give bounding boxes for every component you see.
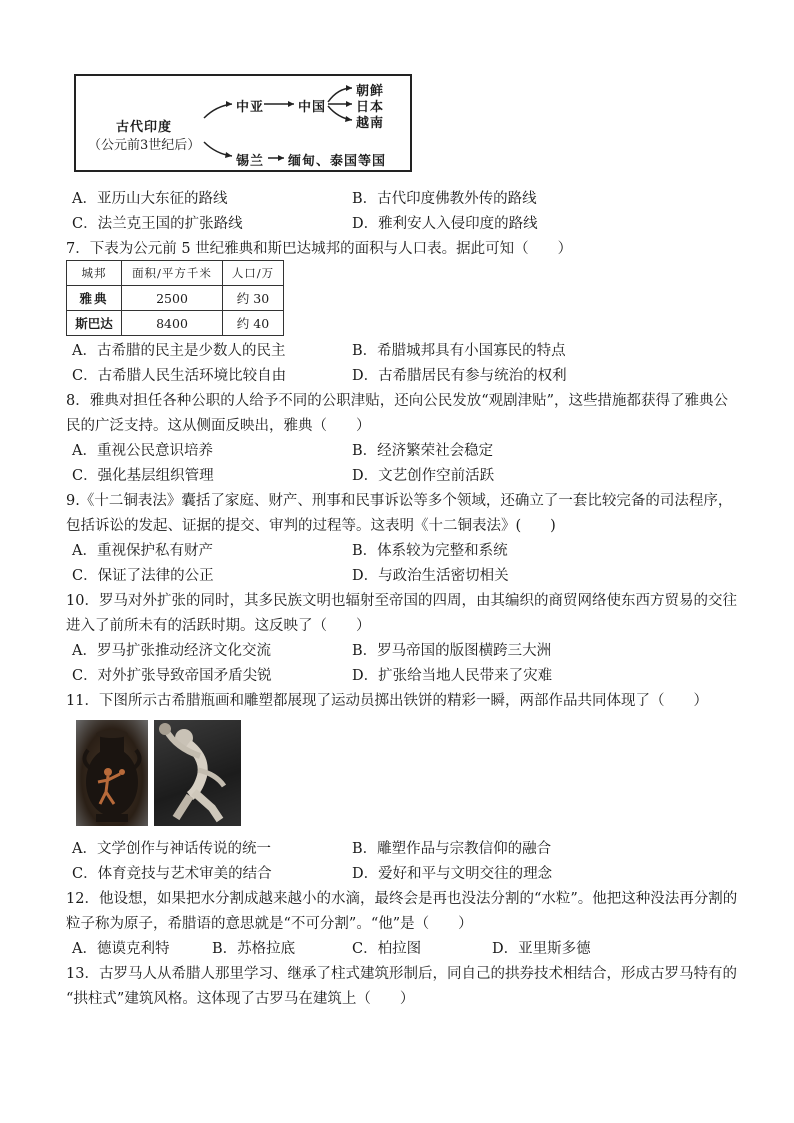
q9-stem-line1: 9.《十二铜表法》囊括了家庭、财产、刑事和民事诉讼等多个领域，还确立了一套比较完备的司法程序， [66, 493, 733, 509]
diagram-node-korea: 朝鲜 [356, 84, 385, 99]
diagram-node-vietnam: 越南 [356, 116, 385, 131]
diagram-node-central-asia: 中亚 [236, 100, 265, 115]
q6-option-d: D．雅利安人入侵印度的路线 [352, 216, 538, 232]
greek-vase-painting-image [76, 720, 148, 826]
q10-option-b: B．罗马帝国的版图横跨三大洲 [352, 643, 552, 659]
q12-stem-line2: 粒子称为原子，希腊语的意思就是“不可分割”。“他”是（ ） [66, 916, 473, 932]
table-cell: 2500 [122, 286, 223, 311]
table-cell: 8400 [122, 311, 223, 336]
q7-option-c: C．古希腊人民生活环境比较自由 [72, 368, 287, 384]
q10-stem-line2: 进入了前所未有的活跃时期。这反映了（ ） [66, 618, 371, 634]
q11-option-b: B．雕塑作品与宗教信仰的融合 [352, 841, 552, 857]
q11-stem: 11．下图所示古希腊瓶画和雕塑都展现了运动员掷出铁饼的精彩一瞬，两部作品共同体现了（ ） [66, 693, 708, 709]
diagram-origin: 古代印度 [116, 120, 173, 135]
table-header: 面积/平方千米 [122, 261, 223, 286]
q8-option-c: C．强化基层组织管理 [72, 468, 214, 484]
q9-option-a: A．重视保护私有财产 [72, 543, 213, 559]
q9-option-c: C．保证了法律的公正 [72, 568, 214, 584]
q11-option-d: D．爱好和平与文明交往的理念 [352, 866, 553, 882]
table-row [67, 286, 284, 311]
q7-option-b: B．希腊城邦具有小国寡民的特点 [352, 343, 566, 359]
q9-option-b: B．体系较为完整和系统 [352, 543, 508, 559]
q8-stem-line1: 8．雅典对担任各种公职的人给予不同的公职津贴，还向公民发放“观剧津贴”，这些措施都获得了雅典公 [66, 393, 729, 409]
q12-option-d: D．亚里斯多德 [492, 941, 591, 957]
q6-option-a: A．亚历山大东征的路线 [72, 191, 228, 207]
q6-option-b: B．古代印度佛教外传的路线 [352, 191, 537, 207]
table-cell: 斯巴达 [67, 311, 122, 336]
q12-stem-line1: 12．他设想，如果把水分割成越来越小的水滴，最终会是再也没法分割的“水粒”。他把这种没法再分割的 [66, 891, 738, 907]
q10-option-c: C．对外扩张导致帝国矛盾尖锐 [72, 668, 272, 684]
diagram-node-china: 中国 [298, 100, 327, 115]
table-row [67, 311, 284, 336]
q12-option-a: A．德谟克利特 [72, 941, 170, 957]
q8-option-d: D．文艺创作空前活跃 [352, 468, 495, 484]
q10-option-d: D．扩张给当地人民带来了灾难 [352, 668, 553, 684]
q13-stem-line2: “拱柱式”建筑风格。这体现了古罗马在建筑上（ ） [66, 991, 415, 1007]
q7-option-a: A．古希腊的民主是少数人的民主 [72, 343, 286, 359]
q7-stem: 7．下表为公元前 5 世纪雅典和斯巴达城邦的面积与人口表。据此可知（ ） [66, 241, 573, 257]
table-cell: 雅典 [67, 286, 122, 311]
q12-option-b: B．苏格拉底 [212, 941, 296, 957]
table-header: 城邦 [67, 261, 122, 286]
discobolus-statue-image [154, 720, 241, 826]
q8-option-a: A．重视公民意识培养 [72, 443, 213, 459]
route-diagram [74, 74, 412, 172]
q9-stem-line2: 包括诉讼的发起、证据的提交、审判的过程等。这表明《十二铜表法》( ) [66, 518, 556, 534]
table-cell: 约 40 [223, 311, 284, 336]
q12-option-c: C．柏拉图 [352, 941, 422, 957]
q7-table [66, 260, 284, 336]
table-header: 人口/万 [223, 261, 284, 286]
q6-option-c: C．法兰克王国的扩张路线 [72, 216, 243, 232]
q10-stem-line1: 10．罗马对外扩张的同时，其多民族文明也辐射至帝国的四周，由其编织的商贸网络使东西方贸易的交往 [66, 593, 737, 609]
q11-option-a: A．文学创作与神话传说的统一 [72, 841, 271, 857]
q8-option-b: B．经济繁荣社会稳定 [352, 443, 494, 459]
q7-option-d: D．古希腊居民有参与统治的权利 [352, 368, 567, 384]
diagram-origin-period: （公元前3世纪后） [88, 138, 201, 153]
diagram-node-japan: 日本 [356, 100, 385, 115]
q8-stem-line2: 民的广泛支持。这从侧面反映出，雅典（ ） [66, 418, 371, 434]
diagram-node-sea-states: 缅甸、泰国等国 [288, 154, 387, 169]
arrow-china-to-korea [328, 88, 352, 102]
table-cell: 约 30 [223, 286, 284, 311]
q10-option-a: A．罗马扩张推动经济文化交流 [72, 643, 271, 659]
table-header-row [67, 261, 284, 286]
q11-option-c: C．体育竞技与艺术审美的结合 [72, 866, 272, 882]
q9-option-d: D．与政治生活密切相关 [352, 568, 509, 584]
diagram-node-ceylon: 锡兰 [236, 154, 265, 169]
q13-stem-line1: 13．古罗马人从希腊人那里学习、继承了柱式建筑形制后，同自己的拱券技术相结合，形成古罗马特有的 [66, 966, 737, 982]
